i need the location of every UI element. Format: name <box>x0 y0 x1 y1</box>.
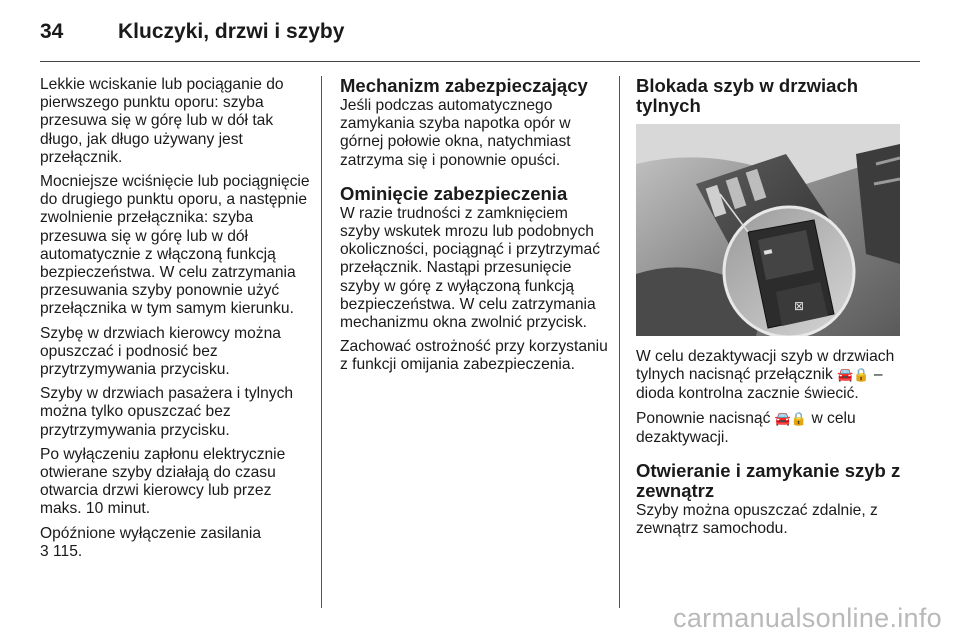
column-divider <box>619 76 620 608</box>
door-switch-illustration <box>636 124 900 336</box>
svg-text:⊠: ⊠ <box>794 299 805 313</box>
child-lock-icon: 🚘🔒 <box>837 368 870 384</box>
page-header <box>40 14 920 54</box>
page-number: 34 <box>40 20 64 43</box>
paragraph: Zachować ostrożność przy korzystaniu z funkcji omijania zabezpieczenia. <box>340 338 608 374</box>
page-ref-arrow-icon: 3 <box>40 542 49 560</box>
section-heading: Ominięcie zabezpieczenia <box>340 182 568 204</box>
paragraph: Ponownie nacisnąć 🚘🔒 w celu dezaktywacji. <box>636 409 856 446</box>
chapter-title: Kluczyki, drzwi i szyby <box>118 20 345 43</box>
paragraph: Szybę w drzwiach kierowcy można opuszczać i podnosić bez przytrzymywania przycisku. <box>40 324 281 379</box>
column-3 <box>636 76 918 544</box>
paragraph: Lekkie wciskanie lub pociąganie do pierwszego punktu oporu: szyba przesuwa się w górę lub w dół tak długo, jak długo używany jest przełącznik. <box>40 76 284 166</box>
column-1 <box>40 76 310 567</box>
watermark: carmanualsonline.info <box>673 603 942 633</box>
paragraph: Szyby w drzwiach pasażera i tylnych można tylko opuszczać bez przytrzymywania przycisku. <box>40 385 294 439</box>
cross-reference-page: 115. <box>53 542 83 560</box>
child-lock-icon: 🚘🔒 <box>774 411 808 427</box>
paragraph: Po wyłączeniu zapłonu elektrycznie otwierane szyby działają do czasu otwarcia drzwi kierowcy lub przez maks. 10 minut. <box>40 445 286 518</box>
cross-reference-text: Opóźnione wyłączenie zasilania <box>40 524 262 542</box>
column-divider <box>321 76 322 608</box>
column-2 <box>340 76 608 381</box>
paragraph: Szyby można opuszczać zdalnie, z zewnątrz samochodu. <box>636 502 878 538</box>
cross-reference <box>40 525 310 561</box>
header-rule <box>40 61 920 62</box>
paragraph: W razie trudności z zamknięciem szyby wskutek mrozu lub podobnych okoliczności, pociągnąć i przytrzymać przełącznik. Nastąpi przesunięcie szyby w górę z wyłączoną funkcją bezpieczeństwa. W celu zatrzymania mechanizmu okna zwolnić przycisk. <box>340 204 600 332</box>
section-heading: Blokada szyb w drzwiach tylnych <box>636 75 859 116</box>
door-switch-photo <box>636 124 900 336</box>
paragraph: Jeśli podczas automatycznego zamykania szyba napotka opór w górnej połowie okna, natychmiast zatrzyma się i ponownie opuści. <box>340 97 571 169</box>
paragraph: Mocniejsze wciśnięcie lub pociągnięcie do drugiego punktu oporu, a następnie zwolnienie przełącznika: szyba przesuwa się w górę lub w dół automatycznie z włączoną funkcją bezpieczeństwa. W celu zatrzymania przesuwania szyby ponownie użyć przełącznika w tym samym kierunku. <box>40 173 310 318</box>
section-heading: Mechanizm zabezpieczający <box>340 75 588 96</box>
paragraph: W celu dezaktywacji szyb w drzwiach tylnych nacisnąć przełącznik 🚘🔒 – dioda kontrolna zacznie świecić. <box>636 348 895 403</box>
section-heading: Otwieranie i zamykanie szyb z zewnątrz <box>636 460 901 502</box>
